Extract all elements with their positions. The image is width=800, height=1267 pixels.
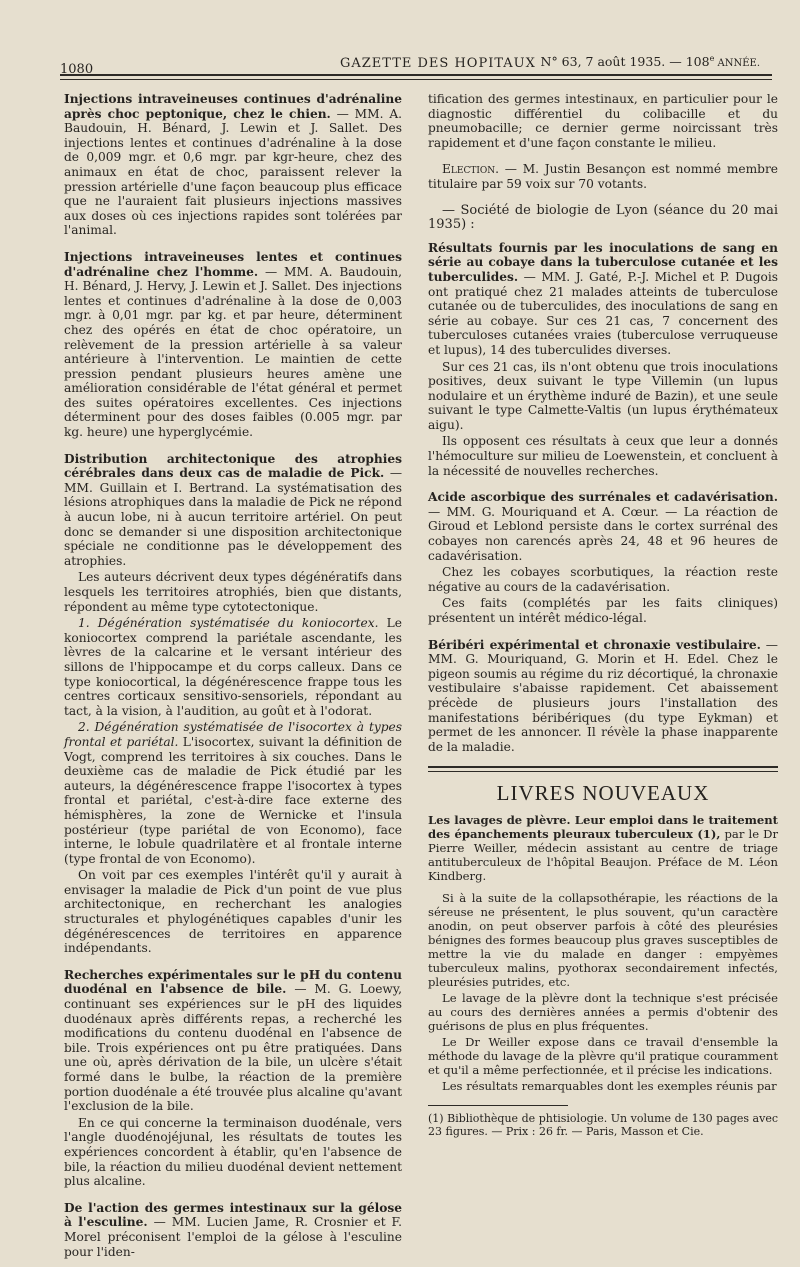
paragraph: Les auteurs décrivent deux types dégénératifs dans lesquels les territoires atrophiés, bien que distants, répondent au même type cytotectonique. [64,570,402,614]
article-adrenaline-man: Injections intraveineuses lentes et continues d'adrénaline chez l'homme. — MM. A. Baudouin, H. Bénard, J. Hervy, J. Lewin et J. Sallet. Des injections lentes et continues d'adrénaline à la dose de 0,003 mgr. à 0,01 mgr. par kg. et par heure, déterminent chez des opérés en état de choc opératoire, un relèvement de la pression artérielle à sa valeur antérieure à l'intervention. Le maintien de cette pression pendant plusieurs heures amène une amélioration considérable de l'état général et permet des suites opératoires excellentes. Ces injections déterminent pour des doses faibles (0.005 mgr. par kg. heure) une hyperglycémie. [64,249,403,440]
book-entry: Les lavages de plèvre. Leur emploi dans le traitement des épanchements pleuraux tuberculeux (1), par le Dr Pierre Weiller, médecin assistant au centre de triage antituberculeux de l'hôpital Beaujon. Préface de M. Léon Kindberg. [428,812,778,883]
section-divider [428,766,778,772]
paragraph: 2. Dégénération systématisée de l'isocortex à types frontal et pariétal. L'isocortex, suivant la définition de Vogt, comprend les territoires à six couches. Dans le deuxième cas de maladie de Pick étudié par les auteurs, la dégénérescence frappe l'isocortex à types frontal et pariétal, c'est-à-dire face externe des hémisphères, la zone de Wernicke et l'insula postérieur (type pariétal de von Economo), face interne, le lobule quadrilatère et al frontale interne (type frontal de von Economo). [64,720,402,866]
paragraph: On voit par ces exemples l'intérêt qu'il y aurait à envisager la maladie de Pick d'un point de vue plus architectonique, en recherchant les analogies structurales et phylogénétiques capables d'unir les dégénérescences de territoires en apparence indépendants. [64,868,402,956]
right-column [428,92,778,1146]
article-pick-disease: Distribution architectonique des atrophies cérébrales dans deux cas de maladie de Pick. — MM. Guillain et I. Bertrand. La systématisation des lésions atrophiques dans la maladie de Pick ne répond à aucun lobe, ni à aucun territoire artériel. On peut donc se demander si une disposition architectonique spéciale ne conditionne pas le développement des atrophies. [64,451,403,568]
article-adrenaline-dog: Injections intraveineuses continues d'adrénaline après choc peptonique, chez le chien. — MM. A. Baudouin, H. Bénard, J. Lewin et J. Sallet. Des injections lentes et continues d'adrénaline à la dose de 0,009 mgr. et 0,6 mgr. par kgr-heure, chez des animaux en état de choc, paraissent relever la pression artérielle d'une façon beaucoup plus efficace que ne l'auraient fait plusieurs injections massives aux doses où ces injections rapides sont tolérées par l'animal. [64,92,402,238]
issue-info: N° 63, 7 août 1935. — 108e ANNÉE. [540,54,760,70]
article-esculine: De l'action des germes intestinaux sur la gélose à l'esculine. — MM. Lucien Jame, R. Crosnier et F. Morel préconisent l'emploi de la gélose à l'esculine pour l'iden- [64,1200,402,1259]
paragraph: Ces faits (complétés par les faits cliniques) présentent un intérêt médico-légal. [428,596,778,625]
page-number: 1080 [60,62,94,77]
header-rule-thin [60,79,772,80]
paragraph: Sur ces 21 cas, ils n'ont obtenu que trois inoculations positives, deux suivant le type Villemin (un lupus nodulaire et un érythème induré de Bazin), et une seule suivant le type Calmette-Valtis (un lupus érythémateux aigu). [428,359,778,432]
paragraph: Si à la suite de la collapsothérapie, les réactions de la séreuse ne présentent, le plus souvent, qu'un caractère anodin, on peut observer parfois à côté des pleurésies bénignes des formes beaucoup plus graves susceptibles de mettre la vie du malade en danger : empyèmes tuberculeux malins, pyothorax secondairement infectés, pleurésies putrides, etc. [428,890,778,989]
paragraph: En ce qui concerne la terminaison duodénale, vers l'angle duodénojéjunal, les résultats de toutes les expériences concordent à établir, qu'en l'absence de bile, la réaction du milieu duodénal devient nettement plus alcaline. [64,1115,402,1189]
books-heading: LIVRES NOUVEAUX [496,781,710,806]
paragraph: Les résultats remarquables dont les exemples réunis par [442,1078,777,1093]
election-note: Election. — M. Justin Besançon est nommé membre titulaire par 59 voix sur 70 votants. [428,162,778,191]
journal-title: GAZETTE DES HOPITAUX [340,56,536,71]
paragraph: Chez les cobayes scorbutiques, la réaction reste négative au cours de la cadavérisation. [428,565,778,594]
society-heading: — Société de biologie de Lyon (séance du 20 mai 1935) : [428,202,778,233]
paragraph: Le lavage de la plèvre dont la technique s'est précisée au cours des dernières années a permis d'obtenir des guérisons de plus en plus fréquentes. [428,990,778,1033]
article-duodenal-ph: Recherches expérimentales sur le pH du contenu duodénal en l'absence de bile. — M. G. Loewy, continuant ses expériences sur le pH des liquides duodénaux après différents repas, a recherché les modifications du contenu duodénal en l'absence de bile. Trois expériences ont pu être pratiquées. Dans une où, après dérivation de la bile, un ulcère s'était formé dans le bulbe, la réaction de la première portion duodénale a été trouvée plus alcaline qu'avant l'exclusion de la bile. [64,967,402,1114]
paragraph: tification des germes intestinaux, en particulier pour le diagnostic différentiel du colibacille et du pneumobacille; ce dernier germe noircissant très rapidement et d'une façon constante le milieu. [428,92,778,150]
paragraph: Ils opposent ces résultats à ceux que leur a donnés l'hémoculture sur milieu de Loewenstein, et concluent à la nécessité de nouvelles recherches. [428,434,778,478]
article-tuberculosis: Résultats fournis par les inoculations de sang en série au cobaye dans la tuberculose cutanée et les tuberculides. — MM. J. Gaté, P.-J. Michel et P. Dugois ont pratiqué chez 21 malades atteints de tuberculose cutanée ou de tuberculides, des inoculations de sang en série au cobaye. Sur ces 21 cas, 7 concernent des tuberculoses cutanées vraies (tuberculose verruqueuse et lupus), 14 des tuberculides diverses. [428,240,778,357]
article-ascorbic-acid: Acide ascorbique des surrénales et cadavérisation. — MM. G. Mouriquand et A. Cœur. — La réaction de Giroud et Leblond persiste dans le cortex surrénal des cobayes non carencés après 24, 48 et 96 heures de cadavérisation. [428,490,778,563]
left-column [64,92,402,1267]
paragraph: 1. Dégénération systématisée du koniocortex. Le koniocortex comprend la pariétale ascendante, les lèvres de la calcarine et le versant intérieur des sillons de l'hippocampe et du corps calleux. Dans ce type koniocortical, la dégénérescence frappe tous les centres corticaux sensitivo-sensoriels, répondant au tact, à la vision, à l'audition, au goût et à l'odorat. [64,616,402,718]
header-rule [60,74,772,76]
footnote: (1) Bibliothèque de phtisiologie. Un volume de 130 pages avec 23 figures. — Prix : 26 fr. — Paris, Masson et Cie. [428,1111,778,1138]
page-header [60,50,760,77]
paragraph: Le Dr Weiller expose dans ce travail d'ensemble la méthode du lavage de la plèvre qu'il pratique couramment et qu'il a même perfectionnée, et il précise les indications. [428,1034,778,1077]
footnote-rule [428,1105,568,1106]
article-beriberi: Béribéri expérimental et chronaxie vestibulaire. — MM. G. Mouriquand, G. Morin et H. Edel. Chez le pigeon soumis au régime du riz décortiqué, la chronaxie vestibulaire s'abaisse rapidement. Cet abaissement précède de plusieurs jours l'installation des manifestations béribériques (du type Eykman) et permet de les annoncer. Il révèle la phase inapparente de la maladie. [428,637,778,754]
